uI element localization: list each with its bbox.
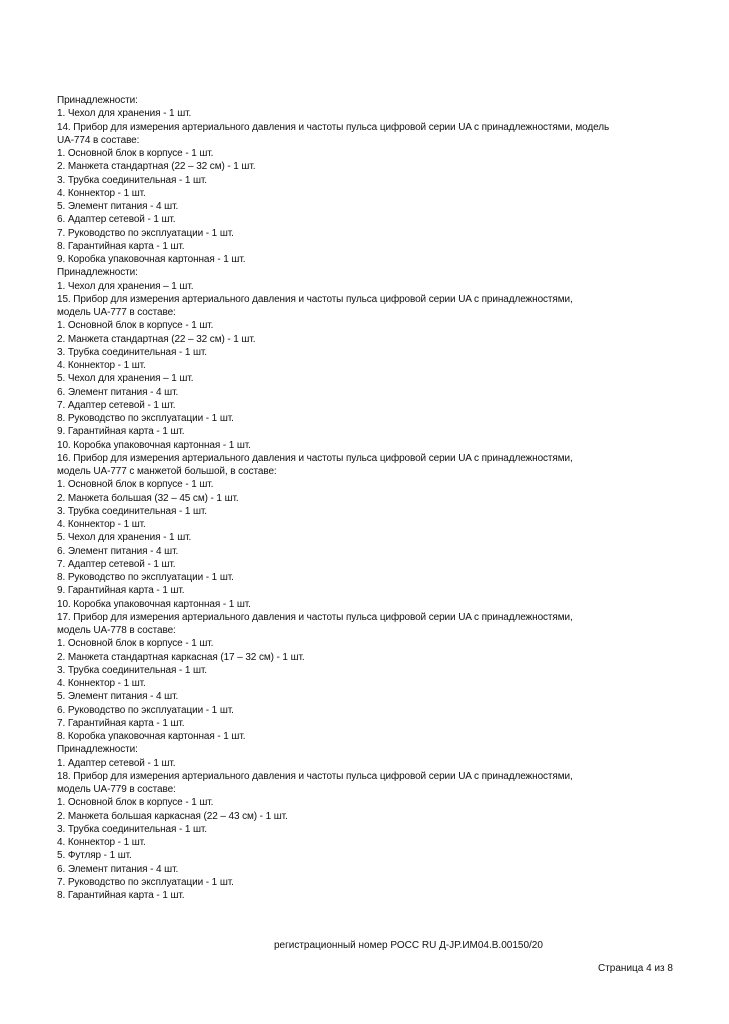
document-line: 8. Коробка упаковочная картонная - 1 шт.: [57, 731, 246, 742]
document-line: 8. Руководство по эксплуатации - 1 шт.: [57, 413, 234, 424]
document-line: 18. Прибор для измерения артериального давления и частоты пульса цифровой серии UA с принадлежностями,: [57, 770, 573, 782]
document-line: 1. Основной блок в корпусе - 1 шт.: [57, 479, 214, 491]
document-line: модель UA-779 в составе:: [57, 784, 176, 795]
document-line: 8. Гарантийная карта - 1 шт.: [57, 890, 185, 901]
document-line: 9. Коробка упаковочная картонная - 1 шт.: [57, 254, 246, 265]
document-line: 7. Гарантийная карта - 1 шт.: [57, 717, 185, 729]
document-line: 1. Адаптер сетевой - 1 шт.: [57, 757, 176, 769]
document-line: Принадлежности:: [57, 267, 138, 279]
document-line: 5. Элемент питания - 4 шт.: [57, 201, 179, 212]
document-line: 3. Трубка соединительная - 1 шт.: [57, 346, 207, 358]
registration-number: регистрационный номер РОСС RU Д-JP.ИМ04.В.00150/20: [274, 940, 543, 951]
document-line: 4. Коннектор - 1 шт.: [57, 360, 146, 371]
document-line: 6. Элемент питания - 4 шт.: [57, 863, 179, 875]
document-line: 3. Трубка соединительная - 1 шт.: [57, 505, 207, 517]
document-line: 7. Адаптер сетевой - 1 шт.: [57, 399, 176, 411]
document-line: 6. Элемент питания - 4 шт.: [57, 386, 179, 398]
document-line: 2. Манжета большая каркасная (22 – 43 см) - 1 шт.: [57, 810, 288, 822]
document-body-text: [57, 94, 657, 902]
document-line: Принадлежности:: [57, 95, 138, 106]
document-line: 5. Чехол для хранения – 1 шт.: [57, 373, 194, 385]
document-line: 14. Прибор для измерения артериального давления и частоты пульса цифровой серии UA с принадлежностями, модель: [57, 121, 610, 133]
document-line: 4. Коннектор - 1 шт.: [57, 837, 146, 848]
document-line: 2. Манжета стандартная (22 – 32 см) - 1 шт.: [57, 333, 256, 345]
document-line: 4. Коннектор - 1 шт.: [57, 519, 146, 530]
document-line: Принадлежности:: [57, 744, 138, 756]
document-line: 3. Трубка соединительная - 1 шт.: [57, 174, 207, 186]
document-line: 2. Манжета большая (32 – 45 см) - 1 шт.: [57, 492, 239, 504]
document-line: 17. Прибор для измерения артериального давления и частоты пульса цифровой серии UA с принадлежностями,: [57, 611, 573, 623]
document-line: 3. Трубка соединительная - 1 шт.: [57, 664, 207, 676]
document-line: 6. Элемент питания - 4 шт.: [57, 545, 179, 557]
document-line: UA-774 в составе:: [57, 134, 140, 146]
document-line: 7. Руководство по эксплуатации - 1 шт.: [57, 227, 234, 239]
document-line: 5. Элемент питания - 4 шт.: [57, 691, 179, 703]
document-line: 4. Коннектор - 1 шт.: [57, 187, 146, 199]
document-line: 5. Чехол для хранения - 1 шт.: [57, 532, 192, 544]
document-line: 7. Руководство по эксплуатации - 1 шт.: [57, 876, 234, 888]
document-line: 8. Гарантийная карта - 1 шт.: [57, 240, 185, 252]
document-line: 6. Руководство по эксплуатации - 1 шт.: [57, 704, 234, 716]
document-line: 15. Прибор для измерения артериального давления и частоты пульса цифровой серии UA с принадлежностями,: [57, 293, 573, 305]
document-line: модель UA-778 в составе:: [57, 625, 176, 636]
document-line: 3. Трубка соединительная - 1 шт.: [57, 823, 207, 835]
document-line: 10. Коробка упаковочная картонная - 1 шт.: [57, 598, 251, 610]
document-line: 9. Гарантийная карта - 1 шт.: [57, 585, 185, 597]
page-number: Страница 4 из 8: [598, 963, 673, 974]
document-line: 1. Чехол для хранения - 1 шт.: [57, 108, 192, 120]
document-line: 1. Основной блок в корпусе - 1 шт.: [57, 638, 214, 650]
document-line: 4. Коннектор - 1 шт.: [57, 678, 146, 689]
document-line: 7. Адаптер сетевой - 1 шт.: [57, 558, 176, 570]
document-line: модель UA-777 в составе:: [57, 307, 176, 318]
document-line: 5. Футляр - 1 шт.: [57, 850, 132, 862]
document-line: 8. Руководство по эксплуатации - 1 шт.: [57, 572, 234, 583]
document-line: 6. Адаптер сетевой - 1 шт.: [57, 214, 176, 226]
document-line: 9. Гарантийная карта - 1 шт.: [57, 426, 185, 438]
document-line: 1. Основной блок в корпусе - 1 шт.: [57, 797, 214, 809]
document-line: 1. Чехол для хранения – 1 шт.: [57, 280, 194, 292]
document-line: 2. Манжета стандартная каркасная (17 – 32 см) - 1 шт.: [57, 651, 305, 663]
document-line: модель UA-777 с манжетой большой, в составе:: [57, 466, 277, 477]
document-line: 10. Коробка упаковочная картонная - 1 шт.: [57, 439, 251, 451]
document-line: 1. Основной блок в корпусе - 1 шт.: [57, 320, 214, 332]
document-line: 2. Манжета стандартная (22 – 32 см) - 1 шт.: [57, 161, 256, 173]
document-line: 16. Прибор для измерения артериального давления и частоты пульса цифровой серии UA с принадлежностями,: [57, 452, 573, 464]
document-line: 1. Основной блок в корпусе - 1 шт.: [57, 148, 214, 159]
